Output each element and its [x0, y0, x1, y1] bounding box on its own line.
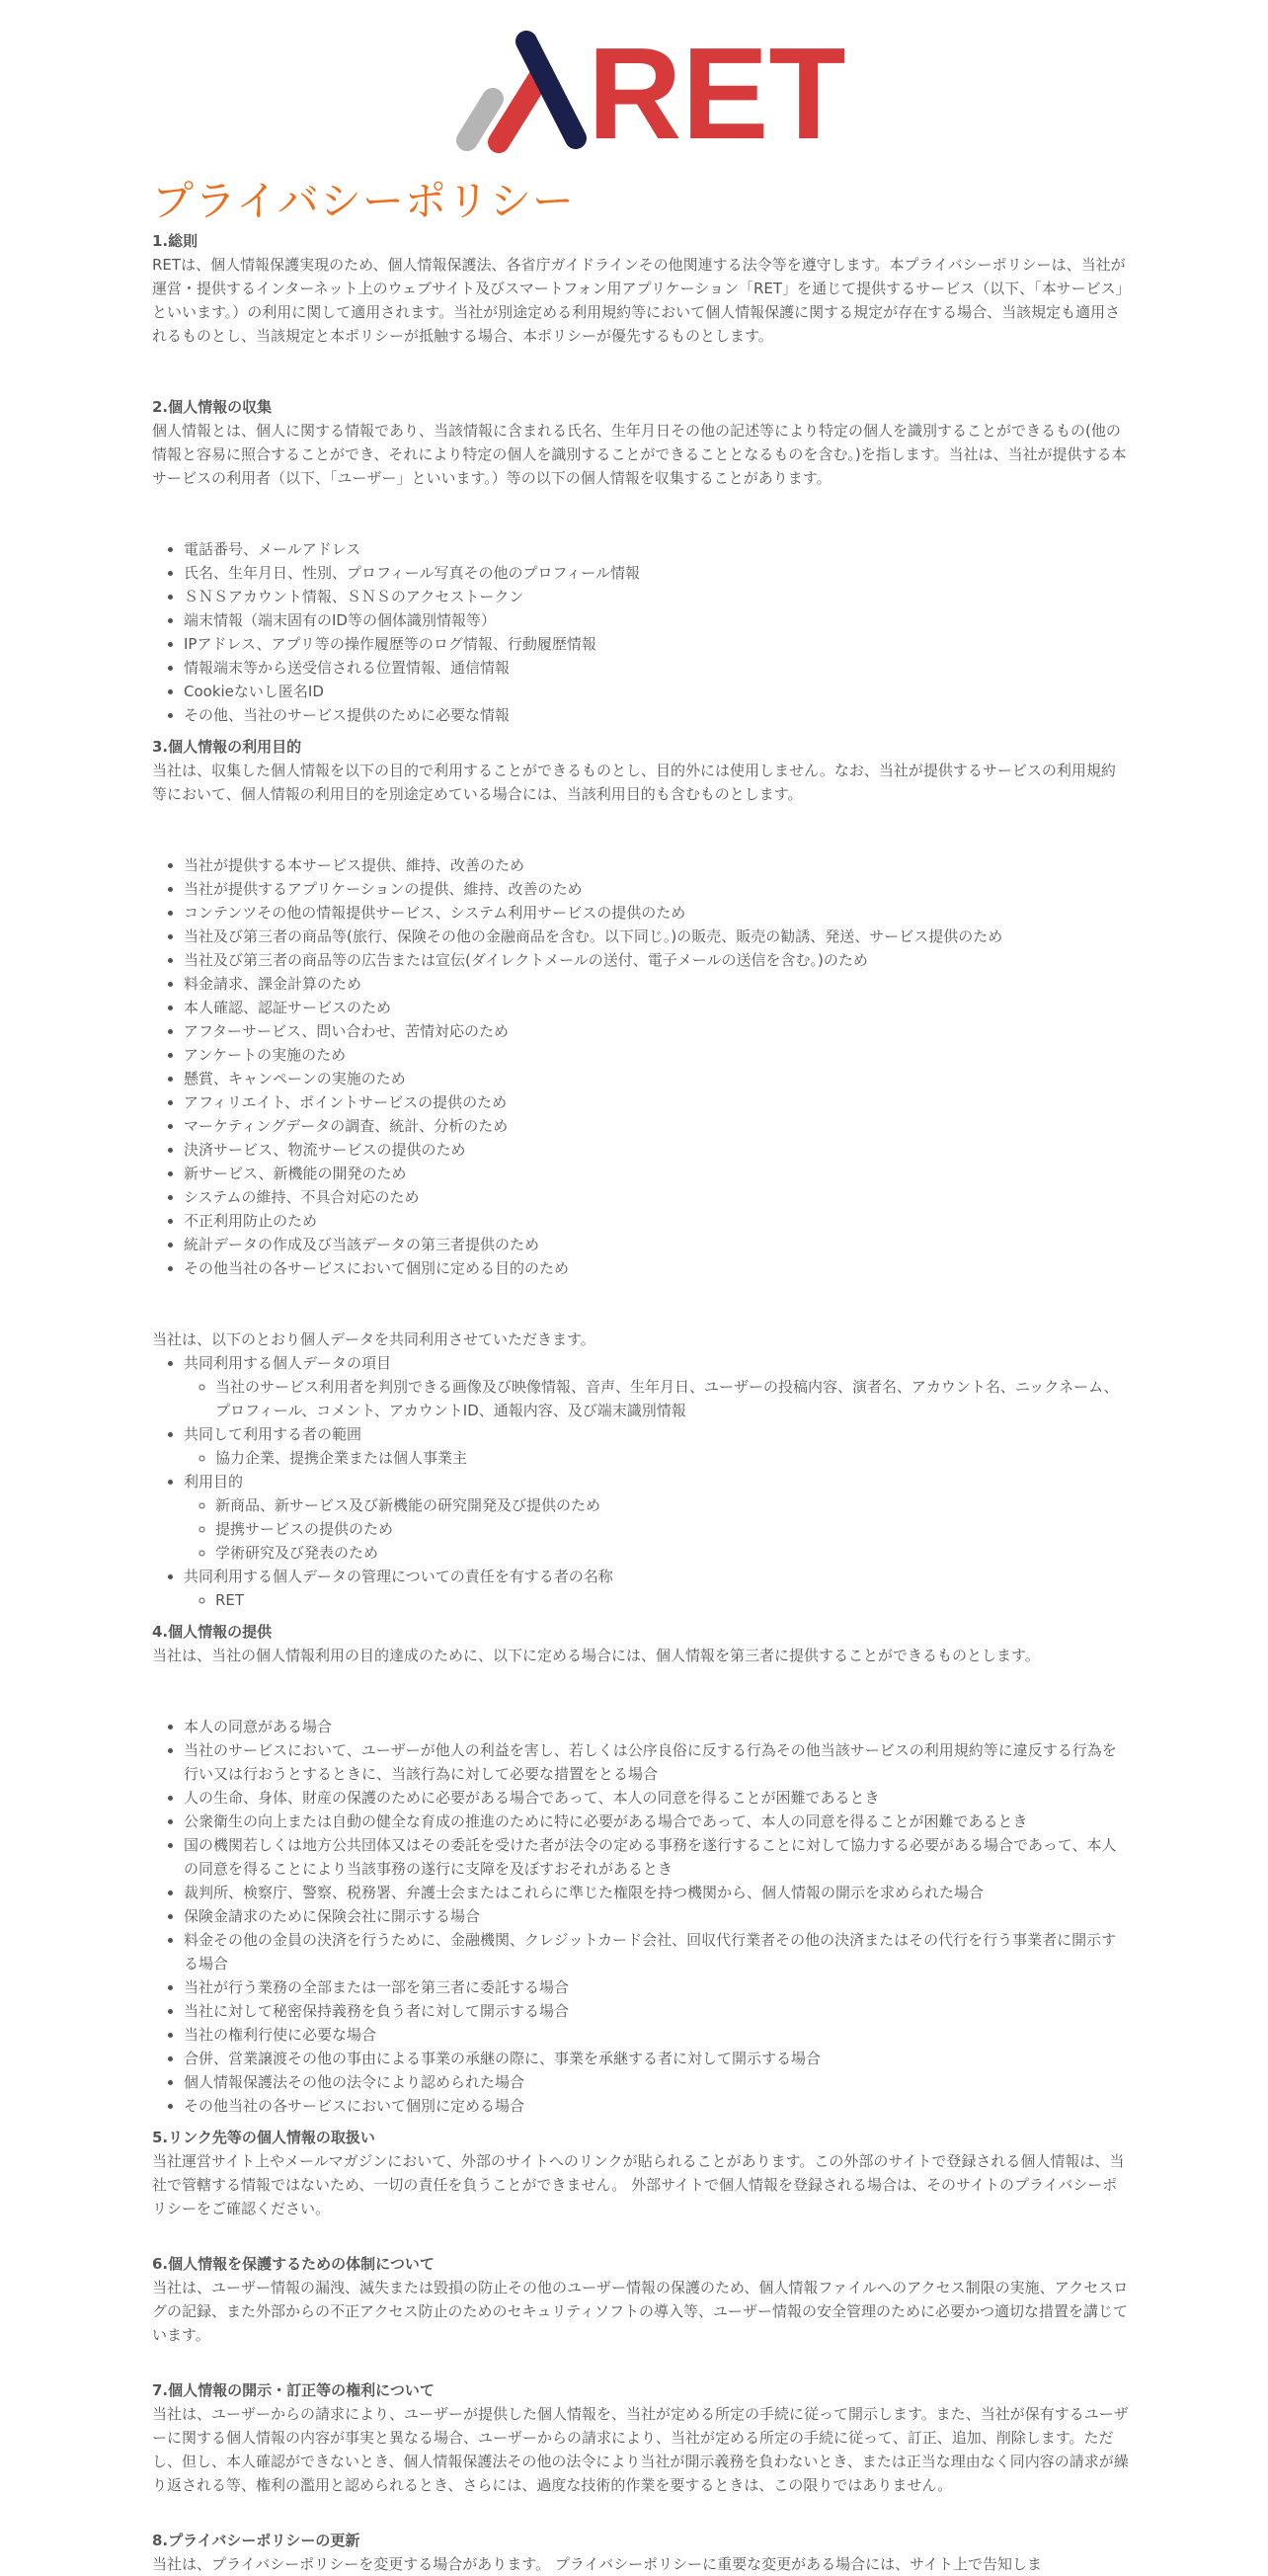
list-item: • 国の機関若しくは地方公共団体又はその委託を受けた者が法令の定める事務を遂行することに対して協力する必要がある場合であって、本人の同意を得ることにより当該事務の遂行に支障を及ぼすおそれがあるとき — [184, 1833, 1130, 1881]
joint-use-sublist — [184, 1375, 1130, 1422]
joint-use-item — [184, 1565, 1130, 1612]
section-5-heading: 5.リンク先等の個人情報の取扱い — [152, 2129, 375, 2146]
list-item: • 合併、営業譲渡その他の事由による事業の承継の際に、事業を承継する者に対して開示する場合 — [184, 2047, 1130, 2070]
ret-logo-mark — [449, 22, 844, 158]
section-1-body: RETは、個人情報保護実現のため、個人情報保護法、各省庁ガイドラインその他関連する法令等を遵守します。本プライバシーポリシーは、当社が運営・提供するインターネット上のウェブサイト及びスマートフォン用アプリケーション「RET」を通じて提供するサービス（以下、「本サービス」といいます。）の利用に関して適用されます。当社が別途定める利用規約等において個人情報保護に関する規定が存在する場合、当該規定も適用されるものとし、当該規定と本ポリシーが抵触する場合、本ポリシーが優先するものとします。 — [152, 256, 1126, 345]
section-4-heading: 4.個人情報の提供 — [152, 1623, 273, 1641]
spacer — [152, 1280, 1130, 1328]
section-3-heading: 3.個人情報の利用目的 — [152, 738, 302, 756]
joint-use-label: 共同利用する個人データの管理についての責任を有する者の名称 — [184, 1568, 613, 1585]
logo-text: RET — [588, 22, 844, 158]
list-item: • 新サービス、新機能の開発のため — [184, 1162, 1130, 1185]
section-7-body: 当社は、ユーザーからの請求により、ユーザーが提供した個人情報を、当社が定める所定の手続に従って開示します。また、当社が保有するユーザーに関する個人情報の内容が事実と異なる場合、ユーザーからの請求により、当社が定める所定の手続に従って、訂正、追加、削除します。ただし、但し、本人確認ができないとき、個人情報保護法その他の法令により当社が開示義務を負わないとき、または正当な理由なく同内容の請求が繰り返される等、権利の濫用と認められるとき、さらには、過度な技術的作業を要するときは、この限りではありません。 — [152, 2405, 1129, 2494]
joint-use-subitem: ◦ 学術研究及び発表のため — [215, 1541, 1130, 1565]
list-item: • 当社が行う業務の全部または一部を第三者に委託する場合 — [184, 1975, 1130, 1999]
joint-use-label: 共同利用する個人データの項目 — [184, 1354, 392, 1372]
list-item: • 当社の権利行使に必要な場合 — [184, 2023, 1130, 2047]
list-item: • 懸賞、キャンペーンの実施のため — [184, 1067, 1130, 1090]
list-item: • 個人情報保護法その他の法令により認められた場合 — [184, 2070, 1130, 2094]
joint-use-intro: 当社は、以下のとおり個人データを共同利用させていただきます。 — [152, 1330, 595, 1348]
section-8-heading: 8.プライバシーポリシーの更新 — [152, 2532, 360, 2549]
list-item: • 当社のサービスにおいて、ユーザーが他人の利益を害し、若しくは公序良俗に反する行為その他当該サービスの利用規約等に違反する行為を行い又は行おうとするときに、当該行為に対して必要な措置をとる場合 — [184, 1738, 1130, 1786]
joint-use-sublist — [184, 1588, 1130, 1612]
list-item: • Cookieないし匿名ID — [184, 680, 1130, 703]
joint-use-label: 共同して利用する者の範囲 — [184, 1425, 362, 1443]
section-2-list — [152, 537, 1130, 727]
joint-use-subitem: ◦ 提携サービスの提供のため — [215, 1517, 1130, 1541]
spacer — [152, 2347, 1130, 2371]
section-3-body: 当社は、収集した個人情報を以下の目的で利用することができるものとし、目的外には使用しません。なお、当社が提供するサービスの利用規約等において、個人情報の利用目的を別途定めている場合には、当該利用目的も含むものとします。 — [152, 762, 1116, 803]
list-item: • 情報端末等から送受信される位置情報、通信情報 — [184, 656, 1130, 680]
joint-use-list — [152, 1351, 1130, 1612]
logo-stripe-red — [499, 79, 538, 142]
list-item: • アンケートの実施のため — [184, 1043, 1130, 1067]
joint-use-item — [184, 1351, 1130, 1422]
list-item: • アフィリエイト、ポイントサービスの提供のため — [184, 1090, 1130, 1114]
list-item: • 決済サービス、物流サービスの提供のため — [184, 1138, 1130, 1162]
list-item: • システムの維持、不具合対応のため — [184, 1185, 1130, 1209]
joint-use-sublist — [184, 1493, 1130, 1565]
policy-content — [152, 174, 1130, 2576]
section-4-list — [152, 1715, 1130, 2118]
list-item: • 公衆衛生の向上または自動の健全な育成の推進のために特に必要がある場合であって、本人の同意を得ることが困難であるとき — [184, 1810, 1130, 1833]
list-item: • その他当社の各サービスにおいて個別に定める場合 — [184, 2094, 1130, 2118]
joint-use-subitem: ◦ 協力企業、提携企業または個人事業主 — [215, 1446, 1130, 1470]
section-2-heading: 2.個人情報の収集 — [152, 398, 273, 416]
joint-use-subitem: ◦ 新商品、新サービス及び新機能の研究開発及び提供のため — [215, 1493, 1130, 1517]
list-item: • アフターサービス、問い合わせ、苦情対応のため — [184, 1019, 1130, 1043]
spacer — [152, 806, 1130, 853]
list-item: • 当社及び第三者の商品等の広告または宣伝(ダイレクトメールの送付、電子メールの送信を含む。)のため — [184, 948, 1130, 972]
section-1-heading: 1.総則 — [152, 232, 198, 250]
list-item: • 電話番号、メールアドレス — [184, 537, 1130, 561]
section-6-body: 当社は、ユーザー情報の漏洩、滅失または毀損の防止その他のユーザー情報の保護のため、個人情報ファイルへのアクセス制限の実施、アクセスログの記録、また外部からの不正アクセス防止のためのセキュリティソフトの導入等、ユーザー情報の安全管理のために必要かつ適切な措置を講じています。 — [152, 2279, 1129, 2344]
list-item: • 保険金請求のために保険会社に開示する場合 — [184, 1904, 1130, 1928]
page-title: プライバシーポリシー — [152, 177, 575, 225]
list-item: • 当社及び第三者の商品等(旅行、保険その他の金融商品を含む。以下同じ。)の販売、販売の勧誘、発送、サービス提供のため — [184, 925, 1130, 948]
joint-use-label: 利用目的 — [184, 1473, 244, 1490]
joint-use-item — [184, 1422, 1130, 1470]
list-item: • 当社が提供するアプリケーションの提供、維持、改善のため — [184, 877, 1130, 901]
list-item: • その他、当社のサービス提供のために必要な情報 — [184, 703, 1130, 727]
list-item: • 裁判所、検察庁、警察、税務署、弁護士会またはこれらに準じた権限を持つ機関から、個人情報の開示を求められた場合 — [184, 1881, 1130, 1904]
section-6-heading: 6.個人情報を保護するための体制について — [152, 2255, 435, 2273]
spacer — [152, 490, 1130, 537]
section-7-heading: 7.個人情報の開示・訂正等の権利について — [152, 2381, 435, 2399]
ret-logo — [449, 22, 844, 158]
list-item: • その他当社の各サービスにおいて個別に定める目的のため — [184, 1256, 1130, 1280]
spacer — [152, 2220, 1130, 2244]
joint-use-sublist — [184, 1446, 1130, 1470]
joint-use-subitem: ◦ 当社のサービス利用者を判別できる画像及び映像情報、音声、生年月日、ユーザーの投稿内容、演者名、アカウント名、ニックネーム、プロフィール、コメント、アカウントID、通報内容、及び端末識別情報 — [215, 1375, 1130, 1422]
section-5-body: 当社運営サイト上やメールマガジンにおいて、外部のサイトへのリンクが貼られることがあります。この外部のサイトで登録される個人情報は、当社で管轄する情報ではないため、一切の責任を負うことができません。 外部サイトで個人情報を登録される場合は、そのサイトのプライバシーポリシーをご確認ください。 — [152, 2152, 1125, 2217]
spacer — [152, 1667, 1130, 1715]
list-item: • コンテンツその他の情報提供サービス、システム利用サービスの提供のため — [184, 901, 1130, 925]
section-3-list — [152, 853, 1130, 1280]
section-4-body: 当社は、当社の個人情報利用の目的達成のために、以下に定める場合には、個人情報を第三者に提供することができるものとします。 — [152, 1647, 1040, 1664]
list-item: • IPアドレス、アプリ等の操作履歴等のログ情報、行動履歴情報 — [184, 632, 1130, 656]
list-item: • 料金請求、課金計算のため — [184, 972, 1130, 996]
spacer — [152, 2497, 1130, 2521]
list-item: • 当社が提供する本サービス提供、維持、改善のため — [184, 853, 1130, 877]
list-item: • 端末情報（端末固有のID等の個体識別情報等） — [184, 608, 1130, 632]
section-8-body: 当社は、プライバシーポリシーを変更する場合があります。 プライバシーポリシーに重要な変更がある場合には、サイト上で告知しま — [152, 2555, 1043, 2573]
section-2-body: 個人情報とは、個人に関する情報であり、当該情報に含まれる氏名、生年月日その他の記述等により特定の個人を識別することができるもの(他の情報と容易に照合することができ、それにより特定の個人を識別することができることとなるものを含む。)を指します。当社は、当社が提供する本サービスの利用者（以下、「ユーザー」といいます。）等の以下の個人情報を収集することがあります。 — [152, 422, 1127, 487]
list-item: • 統計データの作成及び当該データの第三者提供のため — [184, 1233, 1130, 1256]
list-item: • ＳＮＳアカウント情報、ＳＮＳのアクセストークン — [184, 585, 1130, 608]
list-item: • マーケティングデータの調査、統計、分析のため — [184, 1114, 1130, 1138]
logo-stripe-grey — [467, 99, 493, 140]
joint-use-item — [184, 1470, 1130, 1565]
list-item: • 本人の同意がある場合 — [184, 1715, 1130, 1738]
list-item: • 当社に対して秘密保持義務を負う者に対して開示する場合 — [184, 1999, 1130, 2023]
list-item: • 本人確認、認証サービスのため — [184, 996, 1130, 1019]
list-item: • 氏名、生年月日、性別、プロフィール写真その他のプロフィール情報 — [184, 561, 1130, 585]
joint-use-subitem: ◦ RET — [215, 1588, 1130, 1612]
list-item: • 料金その他の金員の決済を行うために、金融機関、クレジットカード会社、回収代行業者その他の決済またはその代行を行う事業者に開示する場合 — [184, 1928, 1130, 1975]
spacer — [152, 348, 1130, 395]
list-item: • 人の生命、身体、財産の保護のために必要がある場合であって、本人の同意を得ることが困難であるとき — [184, 1786, 1130, 1810]
list-item: • 不正利用防止のため — [184, 1209, 1130, 1233]
